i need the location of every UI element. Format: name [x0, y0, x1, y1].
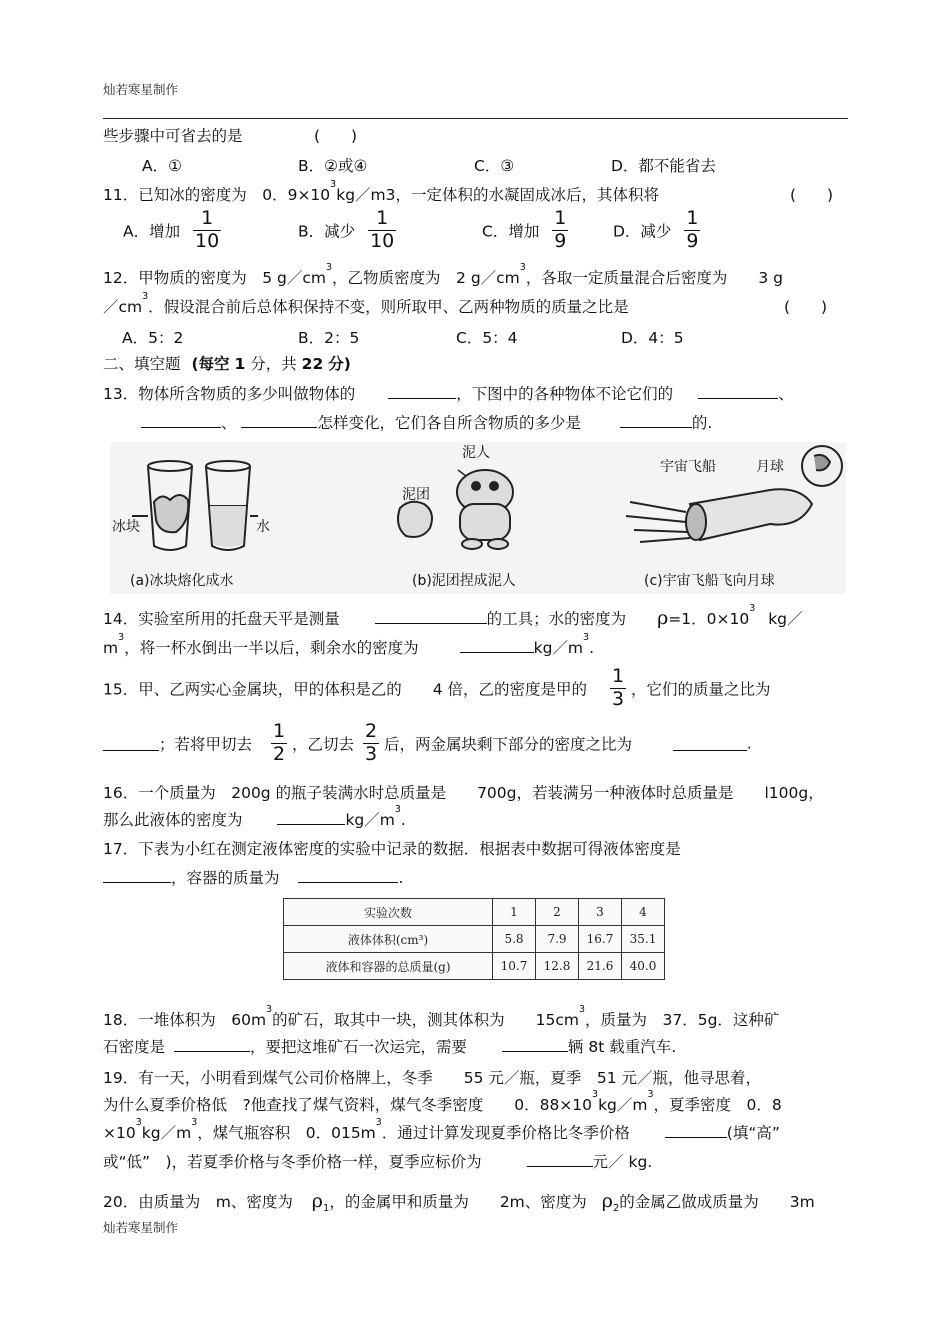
- table-cell: 16.7: [579, 926, 622, 953]
- q15-line2: ；若将甲切去 $\frac{1}{2}$ ，乙切去 $\frac{2}{3}$ 后，两金属块剩下部分的密度之比为 .: [103, 721, 752, 766]
- q12-line1: 12．甲物质的密度为 5 $g/cm^3$，乙物质密度为 2 $g/cm^3$，各取一定质量混合后密度为 3 g: [103, 262, 783, 287]
- table-row: [284, 899, 665, 926]
- q12-option-b: B．2：5: [298, 329, 360, 347]
- q16-line2: 那么此液体的密度为 $kg/m^3$.: [103, 804, 406, 829]
- answer-blank[interactable]: [277, 810, 345, 825]
- caption-c: (c)宇宙飞船飞向月球: [644, 573, 775, 589]
- caption-a: (a)冰块熔化成水: [130, 573, 234, 589]
- table-cell: 4: [622, 899, 665, 926]
- page-header: 灿若寒星制作: [103, 82, 179, 97]
- q19-line2: 为什么夏季价格低 ?他查找了煤气资料，煤气冬季密度 0．$88\times 10^3kg/m^3$，夏季密度 0．8: [103, 1089, 782, 1114]
- label-ice: 冰块: [112, 519, 140, 535]
- label-moon: 月球: [756, 459, 784, 475]
- table-cell: 10.7: [493, 953, 536, 980]
- q12-paren: ( ): [784, 298, 828, 316]
- q19-line4: 或“低” )，若夏季价格与冬季价格一样，夏季应标价为 元／ kg.: [103, 1153, 653, 1171]
- answer-blank[interactable]: [141, 413, 221, 428]
- q14-line1: 14．实验室所用的托盘天平是测量 的工具；水的密度为 ρ=1．$0\times 10^3$ kg／: [103, 603, 803, 629]
- answer-blank[interactable]: [241, 413, 317, 428]
- answer-blank[interactable]: [375, 609, 487, 624]
- page-footer: 灿若寒星制作: [103, 1220, 179, 1235]
- q13-line1: 13．物体所含物质的多少叫做物体的 ，下图中的各种物体不论它们的 、: [103, 385, 794, 403]
- answer-blank[interactable]: [460, 638, 534, 653]
- table-cell: 21.6: [579, 953, 622, 980]
- q12-option-d: D．4：5: [621, 329, 684, 347]
- q11-option-c: C．增加 $\frac{1}{9}$: [482, 207, 567, 252]
- table-row: [284, 953, 665, 980]
- q11-paren: ( ): [790, 186, 834, 204]
- q18-line1: 18．一堆体积为 $60m^3$的矿石，取其中一块，测其体积为 $15cm^3$，质量为 37．5g．这种矿: [103, 1004, 780, 1029]
- table-cell: 实验次数: [284, 899, 493, 926]
- q11-option-b: B．减少 $\frac{1}{10}$: [298, 207, 395, 252]
- q10-option-b: B．②或④: [298, 157, 368, 175]
- answer-blank[interactable]: [698, 384, 778, 399]
- q10-option-d: D．都不能省去: [611, 157, 716, 175]
- table-cell: 液体和容器的总质量(g): [284, 953, 493, 980]
- answer-blank[interactable]: [527, 1152, 593, 1167]
- table-cell: 液体体积(cm³): [284, 926, 493, 953]
- q11-stem: 11．已知冰的密度为 0．$9\times 10^3kg/m3$，一定体积的水凝固成冰后，其体积将: [103, 179, 659, 204]
- q12-line2: $/cm^3$．假设混合前后总体积保持不变，则所取甲、乙两种物质的质量之比是: [103, 291, 629, 316]
- q19-line1: 19．有一天，小明看到煤气公司价格牌上，冬季 55 元／瓶，夏季 51 元／瓶，他寻思着，: [103, 1069, 762, 1087]
- q14-line2: $m^3$，将一杯水倒出一半以后，剩余水的密度为 $kg/m^3$.: [103, 632, 595, 657]
- q15-line1: 15．甲、乙两实心金属块，甲的体积是乙的 4 倍，乙的密度是甲的 $\frac{1}{3}$ ，它们的质量之比为: [103, 665, 771, 710]
- data-table: [283, 898, 665, 980]
- q13-line2: 、 怎样变化，它们各自所含物质的多少是 的.: [141, 411, 712, 433]
- q11-option-d: D．减少 $\frac{1}{9}$: [613, 207, 699, 252]
- table-cell: 7.9: [536, 926, 579, 953]
- caption-b: (b)泥团捏成泥人: [412, 573, 516, 589]
- table-cell: 40.0: [622, 953, 665, 980]
- q11-option-a: A．增加 $\frac{1}{10}$: [123, 207, 220, 252]
- answer-blank[interactable]: [103, 868, 171, 883]
- answer-blank[interactable]: [298, 868, 398, 883]
- answer-blank[interactable]: [665, 1123, 727, 1138]
- answer-blank[interactable]: [502, 1037, 568, 1052]
- q10-option-a: A．①: [142, 157, 182, 175]
- section-heading: 二、填空题 (每空 1 分，共 22 分): [103, 355, 351, 373]
- table-row: [284, 926, 665, 953]
- label-clay-figure: 泥人: [462, 445, 490, 461]
- q12-option-c: C．5：4: [456, 329, 518, 347]
- answer-blank[interactable]: [620, 413, 692, 428]
- table-cell: 1: [493, 899, 536, 926]
- table-cell: 2: [536, 899, 579, 926]
- q17-line2: ，容器的质量为 .: [103, 866, 403, 888]
- table-cell: 5.8: [493, 926, 536, 953]
- table-cell: 35.1: [622, 926, 665, 953]
- q10-stem: 些步骤中可省去的是: [103, 127, 243, 145]
- q16-line1: 16．一个质量为 200g 的瓶子装满水时总质量是 700g，若装满另一种液体时总质量是 l100g，: [103, 784, 824, 802]
- q20-line1: 20．由质量为 m、密度为 $\rho_1$，的金属甲和质量为 2m、密度为 $\rho_2$的金属乙做成质量为 3m: [103, 1190, 815, 1215]
- label-spaceship: 宇宙飞船: [660, 459, 716, 475]
- q18-line2: 石密度是 ，要把这堆矿石一次运完，需要 辆 8t 载重汽车.: [103, 1038, 677, 1056]
- q19-line3: $\times 10^3kg/m^3$，煤气瓶容积 0．$015m^3$．通过计算发现夏季价格比冬季价格 (填“高”: [103, 1117, 780, 1142]
- q17-line1: 17．下表为小红在测定液体密度的实验中记录的数据．根据表中数据可得液体密度是: [103, 840, 681, 858]
- label-clay-lump: 泥团: [402, 487, 430, 503]
- table-cell: 12.8: [536, 953, 579, 980]
- q10-option-c: C．③: [474, 157, 515, 175]
- answer-blank[interactable]: [388, 384, 456, 399]
- table-cell: 3: [579, 899, 622, 926]
- answer-blank[interactable]: [174, 1037, 250, 1052]
- answer-blank[interactable]: [673, 736, 747, 751]
- header-rule: [103, 118, 848, 119]
- q10-paren: ( ): [314, 127, 358, 145]
- label-water: 水: [256, 519, 270, 535]
- figure-illustrations: [110, 442, 846, 594]
- answer-blank[interactable]: [103, 736, 159, 751]
- q12-option-a: A．5：2: [122, 329, 184, 347]
